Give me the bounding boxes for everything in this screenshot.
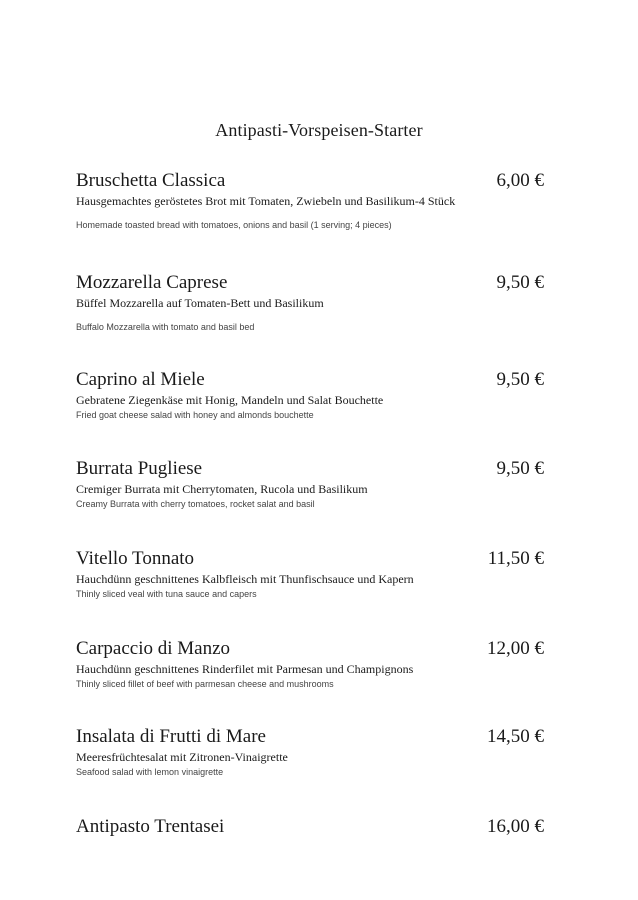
menu-item [76, 547, 544, 601]
item-price: 9,50 € [496, 272, 544, 293]
item-description-de: Hauchdünn geschnittenes Kalbfleisch mit Thunfischsauce und Kapern [76, 572, 414, 586]
item-price: 14,50 € [487, 726, 544, 747]
item-name: Vitello Tonnato [76, 548, 195, 569]
menu-item-header [76, 271, 544, 295]
menu-item-header [76, 457, 544, 481]
item-name: Insalata di Frutti di Mare [76, 726, 266, 747]
item-price: 9,50 € [496, 369, 544, 390]
menu-item-header [76, 169, 544, 193]
menu-item-header [76, 368, 544, 392]
item-name: Burrata Pugliese [76, 458, 203, 479]
item-description-en: Homemade toasted bread with tomatoes, onions and basil (1 serving; 4 pieces) [76, 220, 392, 230]
menu-item-header [76, 547, 544, 571]
menu-item [76, 169, 544, 232]
item-description-en: Thinly sliced veal with tuna sauce and capers [76, 589, 257, 599]
menu-item-header [76, 637, 544, 661]
item-description-de: Hauchdünn geschnittenes Rinderfilet mit Parmesan und Champignons [76, 662, 414, 676]
item-price: 6,00 € [496, 170, 544, 191]
item-description-en: Fried goat cheese salad with honey and almonds bouchette [76, 410, 314, 420]
menu-item [76, 368, 544, 422]
item-description-en: Buffalo Mozzarella with tomato and basil bed [76, 322, 255, 332]
menu-item-header [76, 725, 544, 749]
item-name: Bruschetta Classica [76, 170, 226, 191]
item-name: Carpaccio di Manzo [76, 638, 231, 659]
page-title: Antipasti-Vorspeisen-Starter [215, 120, 423, 140]
item-description-en: Thinly sliced fillet of beef with parmesan cheese and mushrooms [76, 679, 334, 689]
item-description-de: Gebratene Ziegenkäse mit Honig, Mandeln und Salat Bouchette [76, 393, 384, 407]
item-description-de: Büffel Mozzarella auf Tomaten-Bett und Basilikum [76, 296, 324, 310]
menu-item [76, 271, 544, 334]
item-description-en: Seafood salad with lemon vinaigrette [76, 767, 224, 777]
menu-item-header [76, 815, 544, 839]
item-description-de: Hausgemachtes geröstetes Brot mit Tomaten, Zwiebeln und Basilikum-4 Stück [76, 194, 456, 208]
item-name: Mozzarella Caprese [76, 272, 228, 293]
menu-item [76, 815, 544, 839]
item-name: Antipasto Trentasei [76, 816, 225, 837]
item-description-de: Cremiger Burrata mit Cherrytomaten, Rucola und Basilikum [76, 482, 368, 496]
item-description-de: Meeresfrüchtesalat mit Zitronen-Vinaigrette [76, 750, 288, 764]
item-name: Caprino al Miele [76, 369, 205, 390]
item-price: 12,00 € [487, 638, 544, 659]
item-price: 11,50 € [487, 548, 544, 569]
menu-item [76, 725, 544, 779]
item-price: 16,00 € [487, 816, 544, 837]
item-price: 9,50 € [496, 458, 544, 479]
menu-item [76, 457, 544, 511]
menu-item [76, 637, 544, 691]
item-description-en: Creamy Burrata with cherry tomatoes, rocket salat and basil [76, 499, 315, 509]
